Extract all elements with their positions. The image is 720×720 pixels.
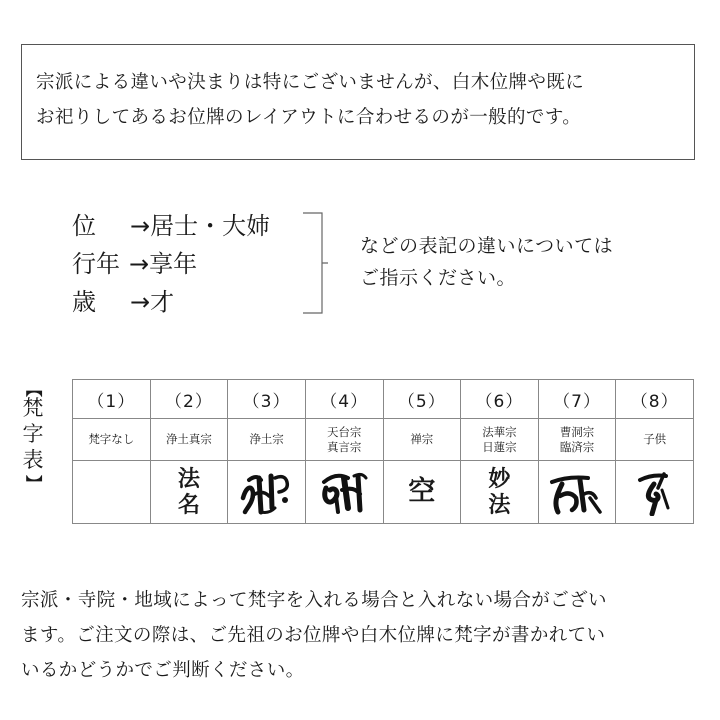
sect-name: 子供 — [643, 432, 667, 446]
sect-cell — [150, 419, 228, 461]
change-row-rank — [72, 204, 270, 242]
notice-line-1: 宗派による違いや決まりは特にございませんが、白木位牌や既に — [36, 72, 585, 93]
char-cell-homyo — [150, 461, 228, 524]
sect-name: 梵字なし — [88, 432, 135, 446]
col-number: （3） — [228, 380, 306, 419]
col-number: （1） — [73, 380, 151, 419]
curly-bracket-icon — [302, 212, 328, 314]
side-char: 表 — [22, 448, 44, 472]
col-number: （8） — [616, 380, 694, 419]
char-top: 妙 — [488, 466, 511, 492]
col-number: （6） — [461, 380, 539, 419]
side-char: 字 — [22, 422, 44, 446]
char-cell-empty — [73, 461, 151, 524]
sect-name: 浄土真宗 — [165, 432, 212, 446]
change-from: 歳 — [72, 287, 96, 316]
notation-changes — [72, 204, 270, 318]
table-row-characters — [73, 461, 694, 524]
bonji-table-label — [18, 381, 48, 497]
char-ku: 空 — [408, 476, 436, 507]
change-row-age — [72, 242, 270, 280]
side-bracket-close: 】 — [23, 474, 43, 492]
side-char: 梵 — [22, 396, 44, 420]
sect-name: 曹洞宗 — [559, 424, 595, 439]
bottom-line-3: いるかどうかでご判断ください。 — [21, 660, 305, 681]
change-from: 位 — [72, 211, 96, 240]
table-row-sects — [73, 419, 694, 461]
bottom-line-2: ます。ご注文の際は、ご先祖のお位牌や白木位牌に梵字が書かれてい — [21, 625, 606, 646]
sect-name: 浄土宗 — [249, 432, 284, 446]
change-from: 行年 — [72, 249, 120, 278]
sect-name: 天台宗 — [326, 424, 362, 439]
char-top: 法 — [177, 466, 200, 492]
sect-cell — [461, 419, 539, 461]
bracket-note — [360, 230, 613, 294]
sect-cell — [305, 419, 383, 461]
sect-cell — [383, 419, 461, 461]
bottom-line-1: 宗派・寺院・地域によって梵字を入れる場合と入れない場合がござい — [21, 590, 607, 611]
sect-name: 日蓮宗 — [482, 439, 517, 454]
col-number: （7） — [538, 380, 616, 419]
bracket-note-line-1: などの表記の違いについては — [360, 235, 614, 257]
sect-name: 法華宗 — [482, 424, 517, 439]
char-cell-myoho — [461, 461, 539, 524]
bracket-note-line-2: ご指示ください。 — [360, 267, 517, 289]
sect-name: 禅宗 — [410, 432, 434, 446]
char-bottom: 名 — [177, 492, 200, 518]
notice-box — [21, 44, 695, 160]
bonji-a-icon — [228, 461, 306, 524]
sect-cell — [616, 419, 694, 461]
sect-cell — [73, 419, 151, 461]
bonji-ka-icon — [538, 461, 616, 524]
col-number: （4） — [305, 380, 383, 419]
char-cell-ku — [383, 461, 461, 524]
change-row-years — [72, 280, 270, 318]
bonji-a-icon-2 — [305, 461, 383, 524]
change-to: →居士・大姉 — [130, 211, 271, 240]
sect-name: 臨済宗 — [559, 439, 595, 454]
notice-line-2: お祀りしてあるお位牌のレイアウトに合わせるのが一般的です。 — [36, 107, 582, 128]
char-bottom: 法 — [488, 492, 511, 518]
table-row-numbers — [73, 380, 694, 419]
col-number: （2） — [150, 380, 228, 419]
change-to: →享年 — [129, 249, 198, 278]
change-to: →才 — [130, 287, 175, 316]
bonji-table — [72, 379, 694, 524]
bottom-paragraph — [21, 583, 711, 688]
col-number: （5） — [383, 380, 461, 419]
sect-cell — [538, 419, 616, 461]
sect-cell — [228, 419, 306, 461]
side-bracket-open: 【 — [23, 380, 43, 398]
sect-name: 真言宗 — [326, 439, 362, 454]
bonji-ka-icon-2 — [616, 461, 694, 524]
